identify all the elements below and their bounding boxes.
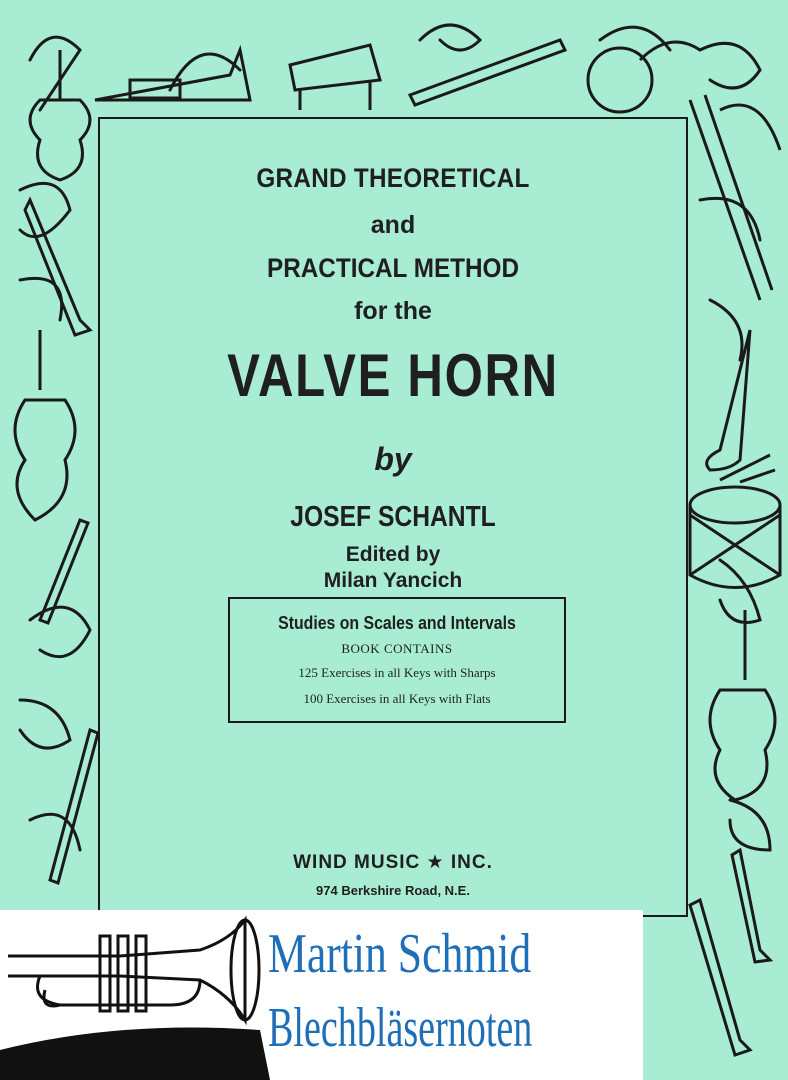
publisher-address: 974 Berkshire Road, N.E. [316,883,470,898]
cello-icon [30,50,90,180]
clarinet-icon [25,200,90,335]
drum-icon [690,455,780,588]
instrument-title: VALVE HORN [227,342,559,409]
editor-name: Milan Yancich [323,569,463,592]
title-panel [98,117,688,917]
trumpet-icon [0,910,280,1080]
contents-item: 125 Exercises in all Keys with Sharps [298,665,496,680]
flute-icon [410,40,565,105]
contents-item: 100 Exercises in all Keys with Flats [303,691,491,706]
contents-box [228,597,566,723]
contents-heading: Studies on Scales and Intervals [278,613,516,633]
piano-icon [290,45,380,110]
flute-icon [40,520,98,883]
violin-icon [710,610,775,800]
clarinet-icon [690,900,750,1055]
trumpet-icon [707,330,750,470]
edited-by-label: Edited by [345,543,441,566]
title-line-1: GRAND THEORETICAL [256,163,530,193]
seller-banner [0,910,643,1080]
by-label: by [374,441,412,477]
title-line-2: and [370,211,416,239]
violin-icon [15,330,75,520]
contents-subheading: BOOK CONTAINS [341,641,453,656]
french-horn-icon [588,42,700,112]
clarinet-icon [732,850,770,962]
brand-line-2: Blechbläsernoten [268,997,533,1059]
composer-name: JOSEF SCHANTL [290,501,496,533]
trombone-icon [690,95,780,300]
trumpet-icon [95,50,250,100]
brand-line-1: Martin Schmid [268,923,532,985]
publisher-name: WIND MUSIC ★ INC. [293,852,493,873]
title-line-4: for the [354,297,432,325]
title-line-3: PRACTICAL METHOD [267,253,519,283]
